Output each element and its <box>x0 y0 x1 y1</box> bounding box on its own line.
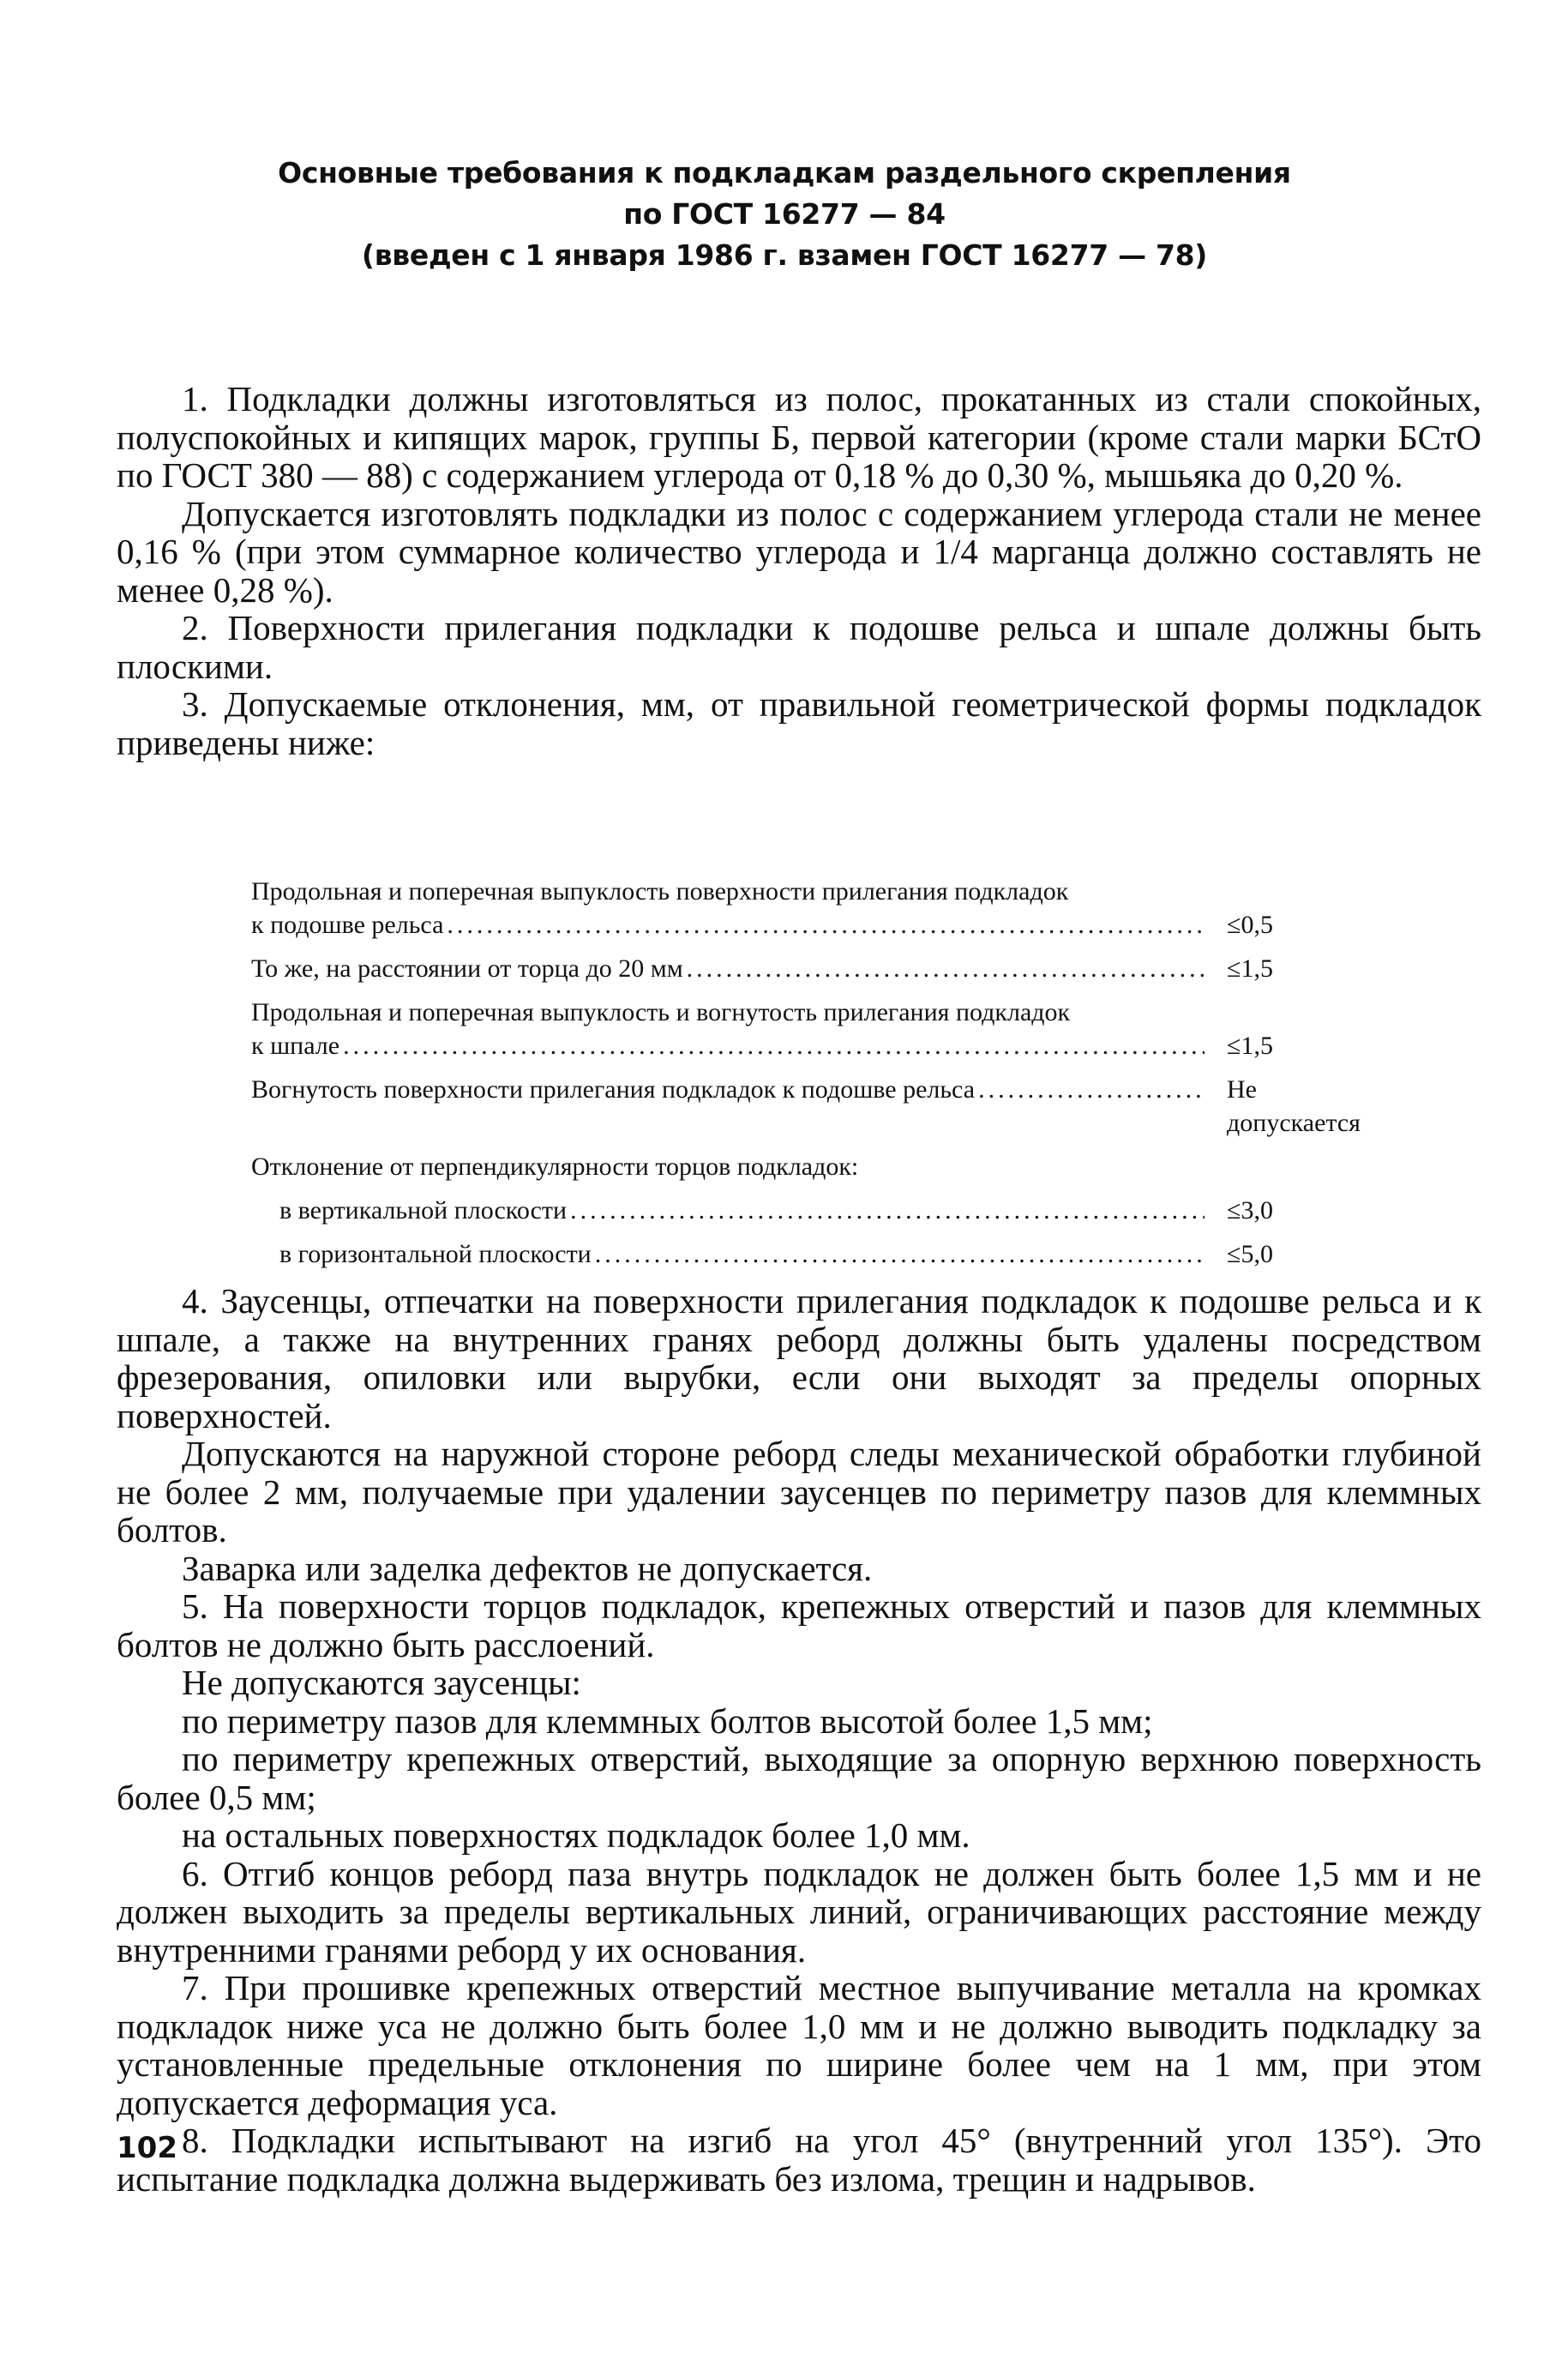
deviation-row <box>251 952 1417 985</box>
paragraph-5: 4. Заусенцы, отпечатки на поверхности прилегания подкладок к подошве рельса и к шпале, а также на внутренних гранях реборд должны быть удалены посредством фрезерования, опиловки или вырубки, если они выходят за пределы опорных поверхностей. <box>117 1281 1481 1435</box>
deviation-label: Отклонение от перпендикулярности торцов подкладок: <box>251 1152 859 1181</box>
leader-dots <box>567 1194 1205 1227</box>
deviation-row <box>251 1194 1417 1227</box>
document-heading <box>120 153 1449 276</box>
deviation-section-heading <box>251 1150 1417 1183</box>
paragraph-1: 1. Подкладки должны изготовляться из полос, прокатанных из стали спокойных, полуспокойных и кипящих марок, группы Б, первой категории (кроме стали марки БСтО по ГОСТ 380 — 88) с содержанием углерода от 0,18 % до 0,30 %, мышьяка до 0,20 %. <box>117 379 1481 495</box>
paragraph-10: по периметру пазов для клеммных болтов высотой более 1,5 мм; <box>182 1700 1153 1741</box>
deviation-label: Продольная и поперечная выпуклость поверхности прилегания подкладок <box>251 877 1069 906</box>
deviation-label-cont: к подошве рельса <box>251 911 444 939</box>
heading-line-1: Основные требования к подкладкам раздельного скрепления <box>278 156 1291 190</box>
deviation-value: ≤0,5 <box>1227 911 1273 939</box>
deviation-label-cont: к шпале <box>251 1032 340 1060</box>
paragraph-3: 2. Поверхности прилегания подкладки к подошве рельса и шпале должны быть плоскими. <box>117 608 1481 686</box>
deviation-row <box>251 996 1417 1062</box>
paragraph-7: Заварка или заделка дефектов не допускается. <box>182 1548 873 1588</box>
deviation-label: в горизонтальной плоскости <box>279 1240 592 1268</box>
leader-dots <box>592 1237 1205 1271</box>
leader-dots <box>683 952 1205 985</box>
heading-line-2: по ГОСТ 16277 — 84 <box>623 197 946 231</box>
deviation-row <box>251 1073 1417 1140</box>
leader-dots <box>443 908 1205 942</box>
deviation-value: ≤3,0 <box>1227 1196 1273 1225</box>
paragraph-14: 7. При прошивке крепежных отверстий местное выпучивание металла на кромках подкладок ниже уса не должно быть более 1,0 мм и не должно выводить подкладку за установленные предельные отклонения по ширине более чем на 1 мм, при этом допускается деформация уса. <box>117 1968 1481 2122</box>
heading-line-3: (введен с 1 января 1986 г. взамен ГОСТ 16277 — 78) <box>361 238 1208 272</box>
deviation-row <box>251 1237 1417 1271</box>
paragraph-15: 8. Подкладки испытывают на изгиб на угол 45° (внутренний угол 135°). Это испытание подкладка должна выдерживать без излома, трещин и надрывов. <box>117 2121 1481 2199</box>
paragraph-6: Допускаются на наружной стороне реборд следы механической обработки глубиной не более 2 мм, получаемые при удалении заусенцев по периметру пазов для клеммных болтов. <box>117 1434 1481 1550</box>
paragraph-12: на остальных поверхностях подкладок более 1,0 мм. <box>182 1815 970 1855</box>
paragraph-4: 3. Допускаемые отклонения, мм, от правильной геометрической формы подкладок приведены ниже: <box>117 684 1481 762</box>
deviation-value: Не допускается <box>1227 1075 1361 1137</box>
deviation-label: в вертикальной плоскости <box>279 1196 568 1225</box>
paragraph-9: Не допускаются заусенцы: <box>182 1663 581 1702</box>
paragraph-2: Допускается изготовлять подкладки из полос с содержанием углерода стали не менее 0,16 % (при этом суммарное количество углерода и 1/4 марганца должно составлять не менее 0,28 %). <box>117 493 1481 610</box>
intro-section <box>117 380 1481 761</box>
deviation-value: ≤5,0 <box>1227 1240 1273 1268</box>
paragraph-11: по периметру крепежных отверстий, выходящие за опорную верхнюю поверхность более 0,5 мм; <box>117 1739 1481 1817</box>
page-number: 102 <box>117 2131 177 2165</box>
deviation-value: ≤1,5 <box>1227 954 1273 983</box>
deviation-value: ≤1,5 <box>1227 1032 1273 1060</box>
leader-dots <box>339 1029 1205 1062</box>
leader-dots <box>975 1073 1205 1106</box>
deviation-label: Вогнутость поверхности прилегания подкладок к подошве рельса <box>251 1075 976 1104</box>
deviation-label: Продольная и поперечная выпуклость и вогнутость прилегания подкладок <box>251 998 1071 1026</box>
paragraph-13: 6. Отгиб концов реборд паза внутрь подкладок не должен быть более 1,5 мм и не должен выходить за пределы вертикальных линий, ограничивающих расстояние между внутренними гранями реборд у их основания. <box>117 1853 1481 1970</box>
deviation-label: То же, на расстоянии от торца до 20 мм <box>251 954 683 983</box>
requirements-section <box>117 1282 1481 2198</box>
deviations-table <box>251 875 1417 1281</box>
paragraph-8: 5. На поверхности торцов подкладок, крепежных отверстий и пазов для клеммных болтов не должно быть расслоений. <box>117 1586 1481 1664</box>
deviation-row <box>251 875 1417 942</box>
